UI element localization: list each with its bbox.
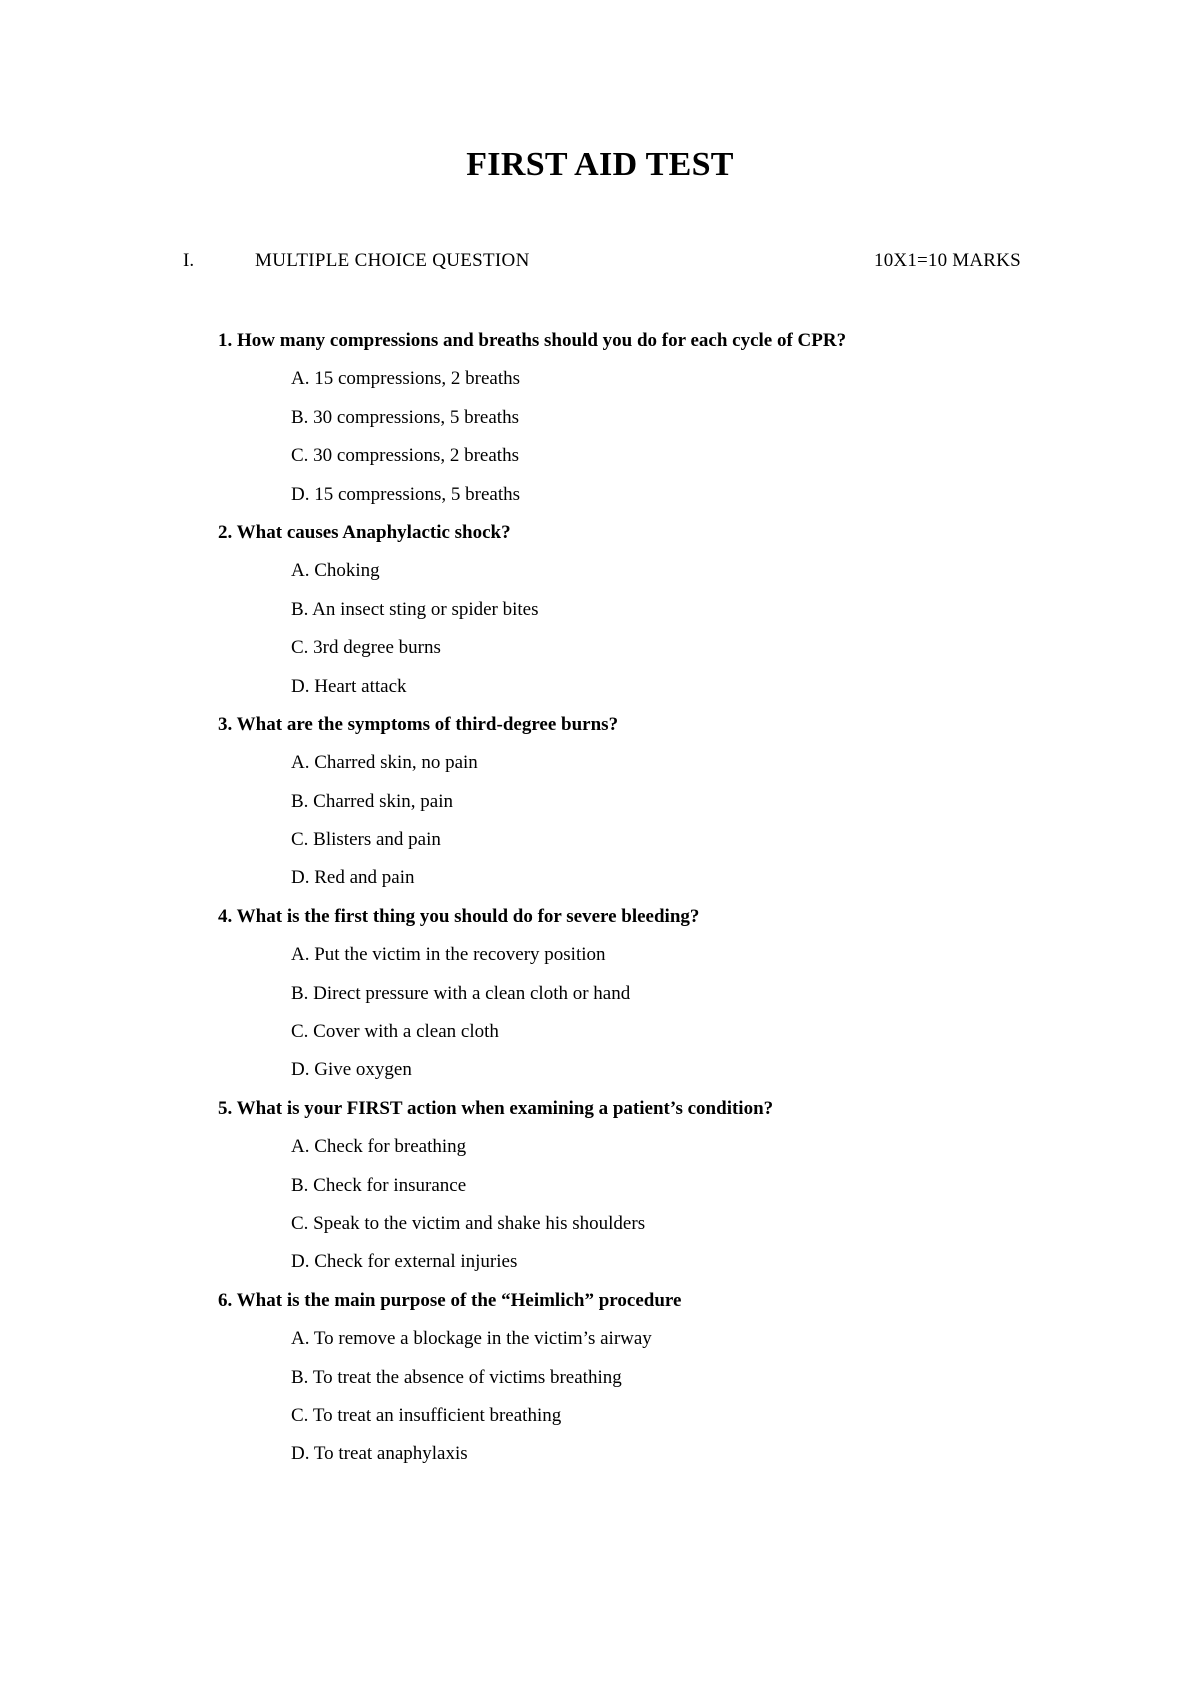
question-prompt: What are the symptoms of third-degree burns? xyxy=(236,713,619,735)
option-list xyxy=(218,1128,1118,1282)
option-a: A. Charred skin, no pain xyxy=(291,752,478,774)
question-text xyxy=(218,1282,1118,1320)
question-text xyxy=(218,706,1118,744)
section-header xyxy=(0,246,1200,276)
question-list xyxy=(218,322,1118,1474)
question-text xyxy=(218,322,1118,360)
question-prompt: What is your FIRST action when examining a patient’s condition? xyxy=(236,1097,774,1119)
option-d: D. To treat anaphylaxis xyxy=(291,1443,468,1465)
option-a: A. 15 compressions, 2 breaths xyxy=(291,368,521,390)
question-text xyxy=(218,898,1118,936)
question-number: 3. xyxy=(218,713,233,735)
option-a: A. Choking xyxy=(291,560,380,582)
section-marks: 10X1=10 MARKS xyxy=(874,250,1021,271)
question-6 xyxy=(218,1282,1118,1474)
option-c: C. 30 compressions, 2 breaths xyxy=(291,445,519,467)
question-1 xyxy=(218,322,1118,514)
option-d: D. Check for external injuries xyxy=(291,1251,518,1273)
question-prompt: What is the main purpose of the “Heimlich” procedure xyxy=(236,1289,682,1311)
option-b: B. 30 compressions, 5 breaths xyxy=(291,406,519,428)
option-b: B. To treat the absence of victims breathing xyxy=(291,1366,622,1388)
page-title: FIRST AID TEST xyxy=(466,146,734,183)
question-5 xyxy=(218,1090,1118,1282)
option-b: B. Direct pressure with a clean cloth or hand xyxy=(291,982,631,1004)
question-text xyxy=(218,514,1118,552)
option-a: A. Put the victim in the recovery position xyxy=(291,944,606,966)
question-number: 1. xyxy=(218,330,233,351)
question-number: 4. xyxy=(218,905,233,927)
option-b: B. Charred skin, pain xyxy=(291,790,454,812)
option-b: B. An insect sting or spider bites xyxy=(291,598,539,620)
question-prompt: What causes Anaphylactic shock? xyxy=(236,521,511,543)
option-list xyxy=(218,360,1118,514)
option-d: D. Give oxygen xyxy=(291,1059,412,1081)
section-number: I. xyxy=(183,250,195,271)
option-c: C. Blisters and pain xyxy=(291,829,441,851)
option-list xyxy=(218,936,1118,1090)
option-a: A. To remove a blockage in the victim’s airway xyxy=(291,1328,652,1350)
option-c: C. 3rd degree burns xyxy=(291,637,441,659)
question-2 xyxy=(218,514,1118,706)
section-title: MULTIPLE CHOICE QUESTION xyxy=(255,250,530,271)
option-d: D. Red and pain xyxy=(291,867,415,889)
option-d: D. 15 compressions, 5 breaths xyxy=(291,483,521,505)
option-list xyxy=(218,744,1118,898)
option-a: A. Check for breathing xyxy=(291,1136,467,1158)
option-d: D. Heart attack xyxy=(291,675,407,697)
question-text xyxy=(218,1090,1118,1128)
question-number: 6. xyxy=(218,1289,233,1311)
question-prompt: How many compressions and breaths should you do for each cycle of CPR? xyxy=(237,330,847,351)
option-list xyxy=(218,1320,1118,1474)
question-number: 5. xyxy=(218,1097,233,1119)
option-c: C. To treat an insufficient breathing xyxy=(291,1404,562,1426)
option-c: C. Cover with a clean cloth xyxy=(291,1021,499,1043)
option-c: C. Speak to the victim and shake his shoulders xyxy=(291,1212,646,1234)
question-prompt: What is the first thing you should do for severe bleeding? xyxy=(236,905,700,927)
option-list xyxy=(218,552,1118,706)
question-4 xyxy=(218,898,1118,1090)
option-b: B. Check for insurance xyxy=(291,1174,467,1196)
question-number: 2. xyxy=(218,521,233,543)
question-3 xyxy=(218,706,1118,898)
